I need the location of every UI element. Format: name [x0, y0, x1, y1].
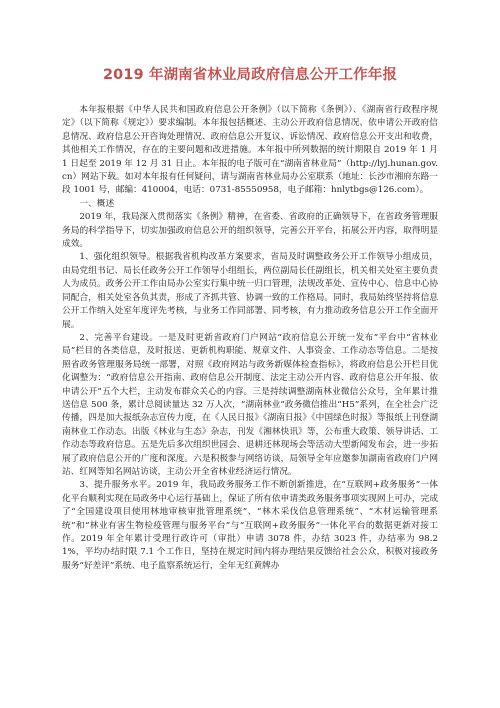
document-title: 2019 年湖南省林业局政府信息公开工作年报 [102, 67, 398, 83]
overview-paragraph: 2019 年，我局深入贯彻落实《条例》精神，在省委、省政府的正确领导下，在省政务管理服务局的科学指导下，切实加强政府信息公开的组织领导，完善公开平台，拓展公开内容，取得明显成效。 [62, 212, 438, 250]
paragraph-platform-construction: 2、完善平台建设。一是及时更新省政府门户网站“政府信息公开统一发布”平台中“省林业局”栏目的各类信息，及时报送、更新机构职能、规章文件、人事资金、工作动态等信息。二是按照省政务管理服务局统一部署，对照《政府网站与政务新媒体检查指标》，将政府信息公开栏目优化调整为：“政府信息公开指南、政府信息公开制度、法定主动公开内容、政府信息公开年报、依申请公开”五个大栏，主动发布群众关心的内容。三是持续调整湖南林业微信公众号，全年累计推送信息 500 条，累计总阅读量达 32 万人次，“湖南林业”政务微信推出“H5”系列，在全社会广泛传播，四是加大报纸杂志宣传力度，在《人民日报》《湖南日报》《中国绿色时报》等报纸上刊登湖南林业工作动态。出版《林业与生态》杂志，刊发《湘林快讯》等，公布重大政策、领导讲话、工作动态等政府信息。五是先后多次组织世园会、退耕还林现场会等活动大型新闻发布会，进一步拓展了政府信息公开的广度和深度。六是积极参与网络访谈，局领导全年应邀参加湖南省政府门户网站、红网等知名网站访谈，主动公开全省林业经济运行情况。 [62, 332, 438, 477]
intro-paragraph: 本年报根据《中华人民共和国政府信息公开条例》（以下简称《条例》）、《湖南省行政程序规定》（以下简称《规定》）要求编制。本年报包括概述、主动公开政府信息情况、依申请公开政府信息情况、政府信息公开咨询处理情况、政府信息公开复议、诉讼情况、政府信息公开支出和收费，其他相关工作情况，存在的主要问题和改进措施。本年报中所列数据的统计期限自 2019 年 1 月 1 日起至 2019 年 12 月 31 日止。本年报的电子版可在“湖南省林业局”（http://lyj.hunan.gov.cn）网站下载。如对本年报有任何疑问，请与湖南省林业局办公室联系（地址：长沙市湘府东路一段 1001 号，邮编：410004，电话：0731-85550958，电子邮箱：hnlytbgs@126.com）。 [62, 105, 438, 196]
paragraph-service-level: 3、提升服务水平。2019 年，我局政务服务工作不断创新推进，在“互联网+政务服务”一体化平台顺利实现在局政务中心运行基础上，保证了所有依申请类政务服务事项实现网上可办，完成了“全国建设项目使用林地审核审批管理系统”、“林木采伐信息管理系统”、“木材运输管理系统”和“林业有害生物检疫管理与服务平台”与“互联网+政务服务”一体化平台的数据更新对接工作。2019 年全年累计受理行政许可（审批）申请 3078 件，办结 3023 件，办结率为 98.21%，平均办结时限 7.1 个工作日，坚持在规定时间内将办理结果反馈给社会公众，积极对接政务服务“好差评”系统、电子监察系统运行，全年无红黄牌办 [62, 480, 438, 571]
paragraph-organization-leadership: 1、强化组织领导。根据我省机构改革方案要求，省局及时调整政务公开工作领导小组成员，由局党组书记、局长任政务公开工作领导小组组长，两位副局长任副组长，机关相关处室主要负责人为成员。政务公开工作由局办公室实行集中统一归口管理，法规改革处、宣传中心、信息中心协同配合，相关处室各负其责，形成了齐抓共管、协调一致的工作格局。同时，我局始终坚持将信息公开工作纳入处室年度评先考核，与业务工作同部署、同考核，有力推动政务信息公开工作全面开展。 [62, 252, 438, 330]
section-heading-overview: 一、概述 [79, 198, 115, 209]
